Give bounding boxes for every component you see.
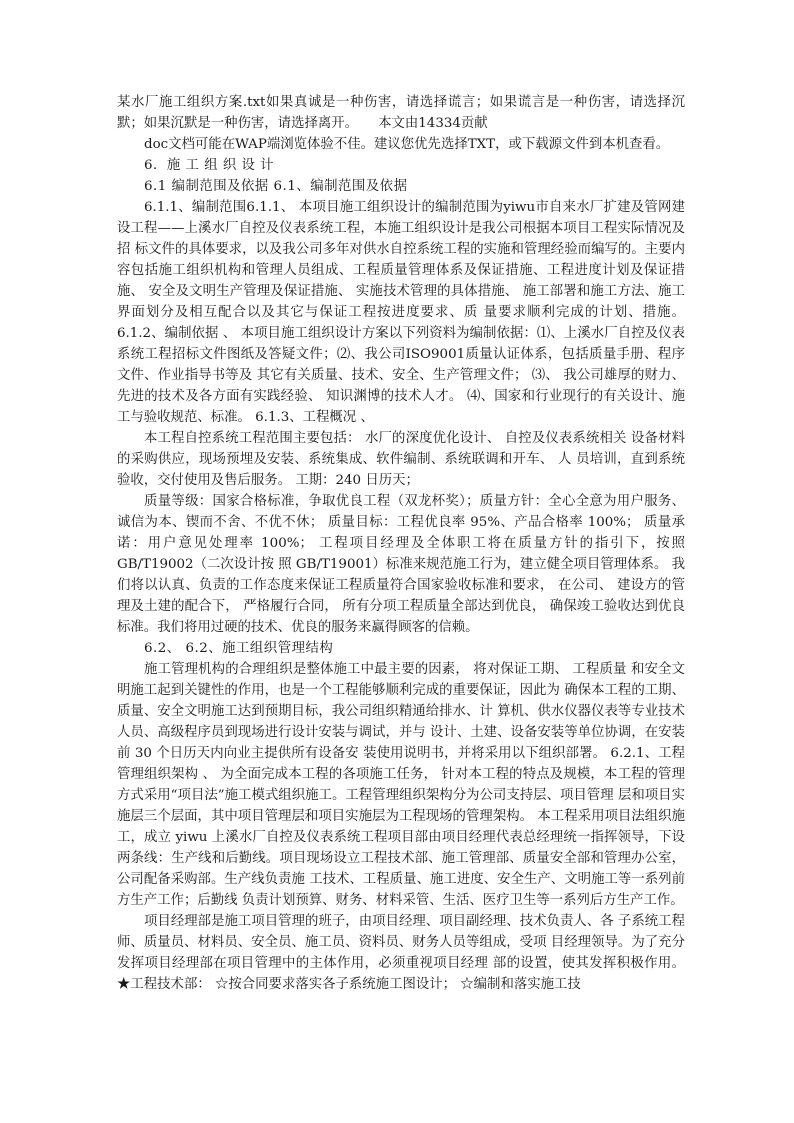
paragraph-project-department: 项目经理部是施工项目管理的班子，由项目经理、项目副经理、技术负责人、各 子系统工程师、质量员、材料员、安全员、施工员、资料员、财务人员等组成，受项 目经理领导。为了充分发挥项目经理部在项目管理中的主体作用，必须重视项目经理 部的设置，使其发挥积极作用。 ★工程技术部： ☆按合同要求落实各子系统施工图设计； ☆编制和落实施工技 (117, 914, 685, 992)
section-heading-6-1: 6.1 编制范围及依据 6.1、编制范围及依据 (144, 179, 408, 194)
paragraph-management-structure: 施工管理机构的合理组织是整体施工中最主要的因素， 将对保证工期、 工程质量 和安全文明施工起到关键性的作用，也是一个工程能够顺利完成的重要保证，因此为 确保本工程的工期、质量、安全文明施工达到预期目标，我公司组织精通给排水、计 算机、供水仪器仪表等专业技术人员、高级程序员到现场进行设计安装与调试，并与 设计、土建、设备安装等单位协调，在安装前 30 个日历天内向业主提供所有设备安 装使用说明书，并将采用以下组织部署。 6.2.1、工程管理组织架构 、 为全面完成本工程的各项施工任务， 针对本工程的特点及规模，本工程的管理方式采用“项目法”施工模式组织施工。工程管理组织架构分为公司支持层、项目管理 层和项目实施层三个层面，其中项目管理层和项目实施层为工程现场的管理架构。 本工程采用项目法组织施工，成立 yiwu 上溪水厂自控及仪表系统工程项目部由项目经理代表总经理统一指挥领导，下设两条线：生产线和后勤线。项目现场设立工程技术部、施工管理部、质量安全部和管理办公室，公司配备采购部。生产线负责施 工技术、工程质量、施工进度、安全生产、文明施工等一系列前方生产工作；后勤线 负责计划预算、财务、材料采管、生活、医疗卫生等一系列后方生产工作。 (117, 662, 685, 908)
paragraph-scope-and-basis: 6.1.1、编制范围6.1.1、 本项目施工组织设计的编制范围为yiwu市自来水厂扩建及管网建设工程——上溪水厂自控及仪表系统工程，本施工组织设计是我公司根据本项目工程实际情况及招 标文件的具体要求，以及我公司多年对供水自控系统工程的实施和管理经验而编写的。主要内容包括施工组织机构和管理人员组成、工程质量管理体系及保证措施、工程进度计划及保证措施、 安全及文明生产管理及保证措施、 实施技术管理的具体措施、 施工部署和施工方法、施工界面划分及相互配合以及其它与保证工程按进度要求、质 量要求顺利完成的计划、措施。 6.1.2、编制依据 、 本项目施工组织设计方案以下列资料为编制依据：⑴、上溪水厂自控及仪表系统工程招标文件图纸及答疑文件；⑵、我公司ISO9001质量认证体系，包括质量手册、程序文件、作业指导书等及 其它有关质量、技术、安全、生产管理文件； ⑶、 我公司雄厚的财力、 先进的技术及各方面有实践经验、 知识渊博的技术人才。 ⑷、国家和行业现行的有关设计、施工与验收规范、标准。 6.1.3、工程概况 、 (117, 200, 685, 425)
section-heading-6: 6．施 工 组 织 设 计 (144, 158, 275, 173)
doc-format-notice: doc文档可能在WAP端浏览体验不佳。建议您优先选择TXT，或下载源文件到本机查看。 (144, 137, 670, 152)
doc-intro-paragraph: 某水厂施工组织方案.txt如果真诚是一种伤害，请选择谎言；如果谎言是一种伤害，请选择沉默；如果沉默是一种伤害，请选择离开。 本文由14334贡献 (117, 95, 685, 131)
section-heading-6-2: 6.2、 6.2、施工组织管理结构 (144, 641, 334, 656)
paragraph-project-scope: 本工程自控系统工程范围主要包括： 水厂的深度优化设计、 自控及仪表系统相关 设备材料的采购供应，现场预埋及安装、系统集成、软件编制、系统联调和开车、 人 员培训，直到系统验收，交付使用及售后服务。 工期：240 日历天； (117, 431, 685, 488)
paragraph-quality: 质量等级：国家合格标准，争取优良工程（双龙杯奖）；质量方针：全心全意为用户服务、诚信为本、锲而不舍、不优不休； 质量目标：工程优良率 95%、产品合格率 100%； 质量承诺：用户意见处理率 100%； 工程项目经理及全体职工将在质量方针的指引下，按照GB/T19002（二次设计按 照 GB/T19001）标准来规范施工行为，建立健全项目管理体系。 我们将以认真、负责的工作态度来保证工程质量符合国家验收标准和要求， 在公司、 建设方的管理及土建的配合下， 严格履行合同， 所有分项工程质量全部达到优良， 确保竣工验收达到优良标准。我们将用过硬的技术、优良的服务来赢得顾客的信赖。 (117, 494, 685, 635)
document-page (117, 92, 685, 995)
